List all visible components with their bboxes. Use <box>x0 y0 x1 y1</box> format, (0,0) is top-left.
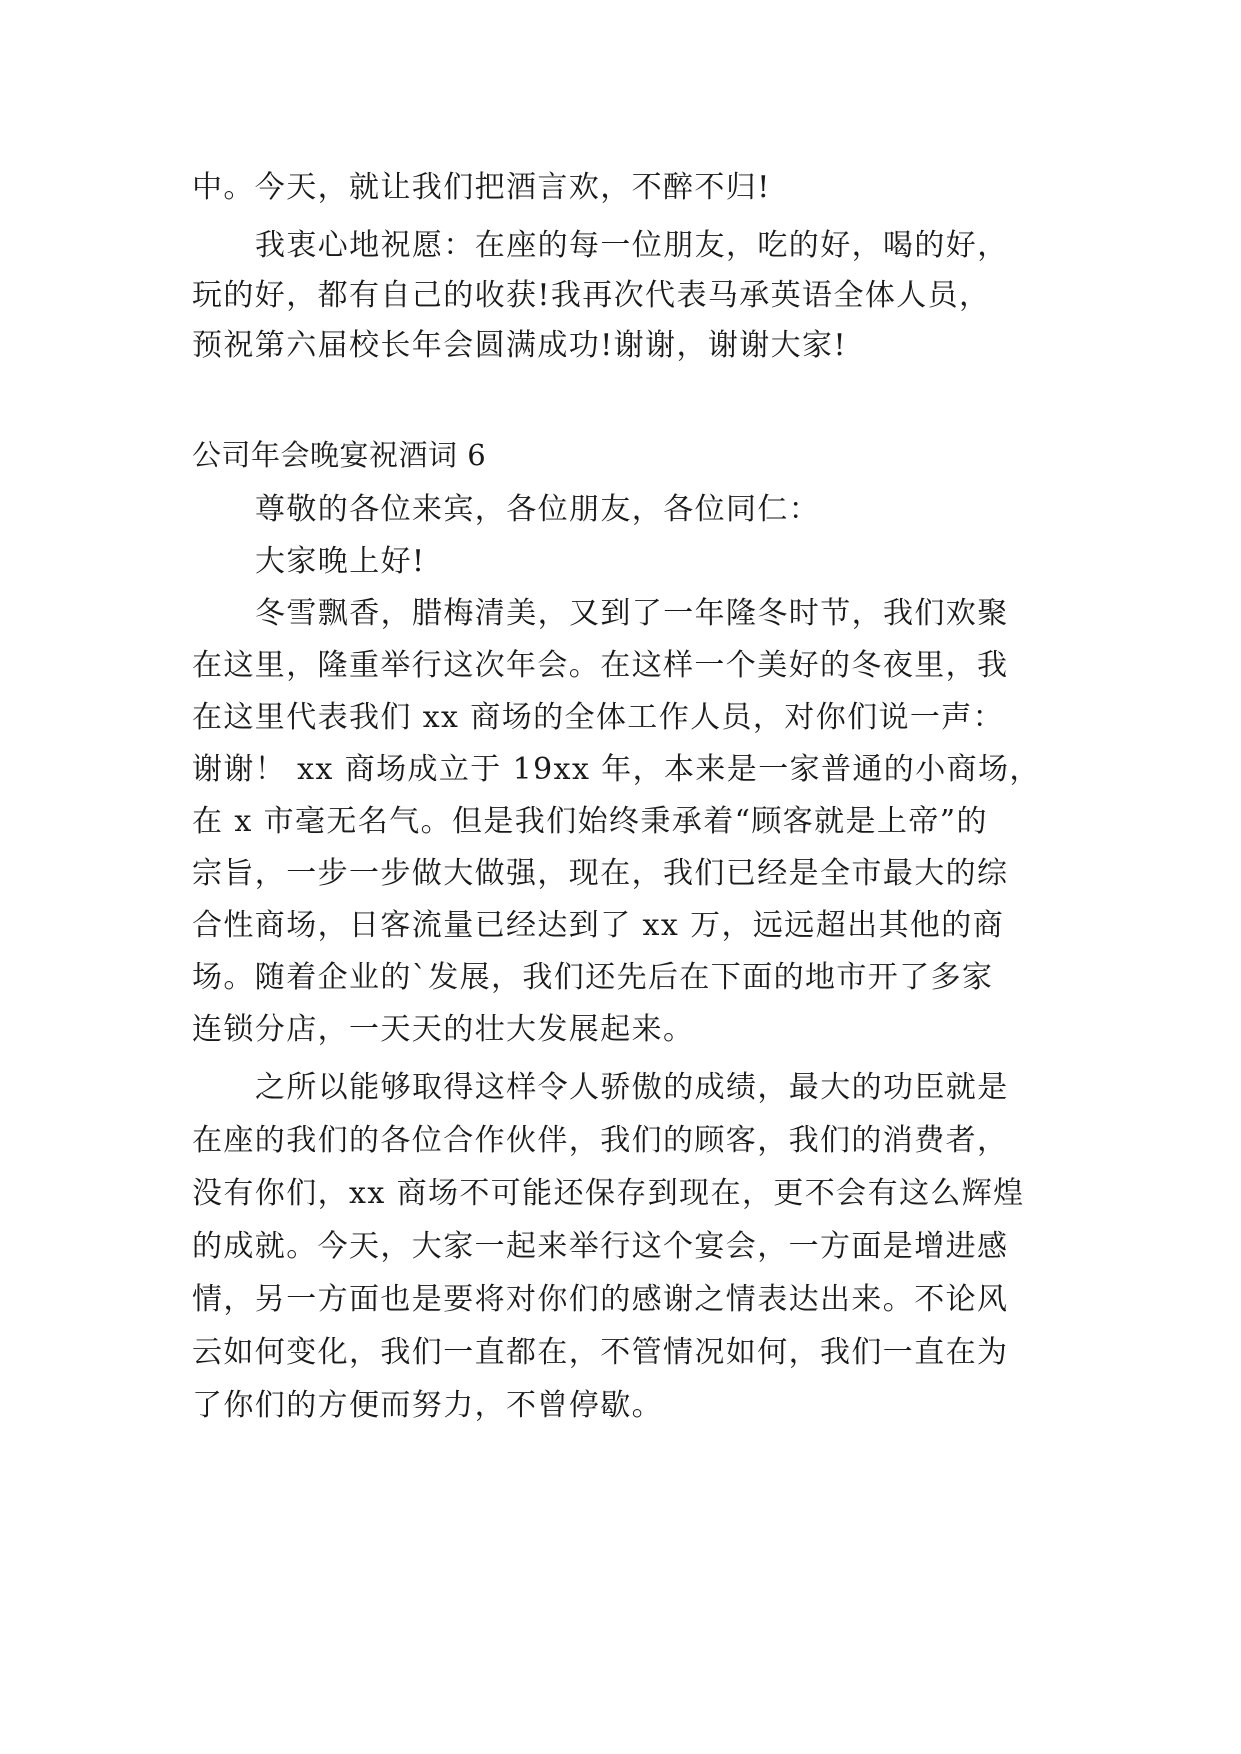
text-line: 预祝第六届校长年会圆满成功!谢谢，谢谢大家! <box>192 328 847 363</box>
text-line: 情，另一方面也是要将对你们的感谢之情表达出来。不论风 <box>192 1282 1009 1317</box>
text-line: 连锁分店，一天天的壮大发展起来。 <box>192 1012 695 1047</box>
text-line: 的成就。今天，大家一起来举行这个宴会，一方面是增进感 <box>192 1229 1009 1264</box>
text-line: 合性商场，日客流量已经达到了 xx 万，远远超出其他的商 <box>192 908 1005 943</box>
salutation: 尊敬的各位来宾，各位朋友，各位同仁： <box>255 492 821 527</box>
text-line: 在这里，隆重举行这次年会。在这样一个美好的冬夜里，我 <box>192 648 1009 683</box>
text-line: 宗旨，一步一步做大做强，现在，我们已经是全市最大的综 <box>192 856 1009 891</box>
text-line: 在座的我们的各位合作伙伴，我们的顾客，我们的消费者， <box>192 1123 1009 1158</box>
text-line: 没有你们，xx 商场不可能还保存到现在，更不会有这么辉煌 <box>192 1176 1025 1211</box>
text-line: 在这里代表我们 xx 商场的全体工作人员，对你们说一声： <box>192 700 1005 735</box>
text-line: 冬雪飘香，腊梅清美，又到了一年隆冬时节，我们欢聚 <box>255 596 1009 631</box>
greeting: 大家晚上好! <box>255 544 426 579</box>
text-line: 在 x 市毫无名气。但是我们始终秉承着“顾客就是上帝”的 <box>192 804 988 839</box>
text-line: 中。今天，就让我们把酒言欢，不醉不归! <box>192 170 771 205</box>
text-line: 云如何变化，我们一直都在，不管情况如何，我们一直在为 <box>192 1335 1009 1370</box>
text-line: 玩的好，都有自己的收获!我再次代表马承英语全体人员， <box>192 278 991 313</box>
text-line: 了你们的方便而努力，不曾停歇。 <box>192 1388 663 1423</box>
text-line: 我衷心地祝愿：在座的每一位朋友，吃的好，喝的好， <box>255 228 1009 263</box>
section-heading: 公司年会晚宴祝酒词 6 <box>192 438 487 472</box>
text-line: 之所以能够取得这样令人骄傲的成绩，最大的功臣就是 <box>255 1070 1009 1105</box>
text-line: 谢谢！ xx 商场成立于 19xx 年，本来是一家普通的小商场， <box>192 752 1041 787</box>
text-line: 场。随着企业的`发展，我们还先后在下面的地市开了多家 <box>192 960 994 995</box>
